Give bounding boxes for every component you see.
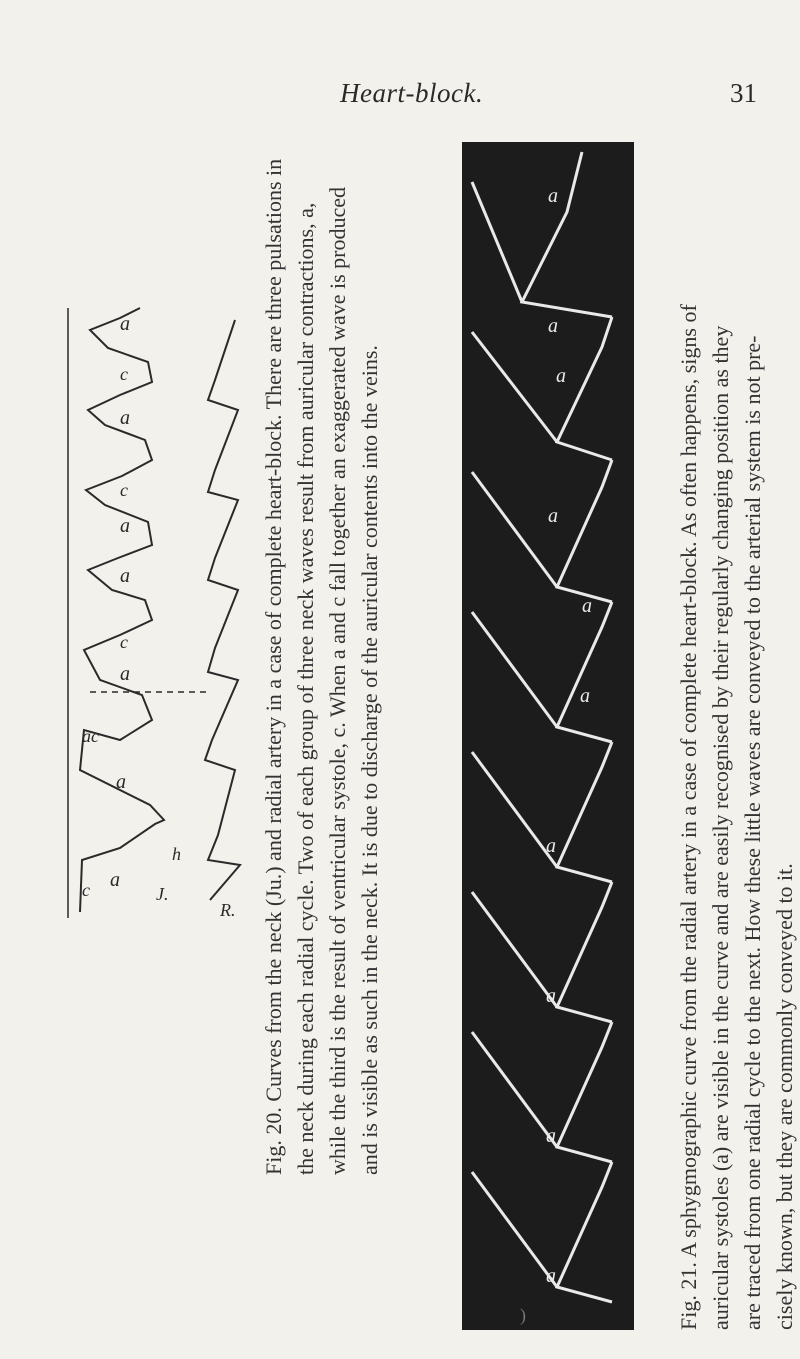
page-number: 31 [730, 78, 757, 108]
fig21-caption-line-2: auricular systoles (a) are visible in the curve and are easily recognised by their regularly changing position as they [708, 325, 733, 1330]
fig21-caption-line-1: Fig. 21. A sphygmographic curve from the radial artery in a case of complete heart-block. As often happens, signs of [676, 304, 701, 1330]
label-a-3: a [120, 663, 130, 685]
label-c-2: c [120, 632, 128, 652]
figure-20-tracing [60, 300, 250, 920]
label-c-1: c [82, 880, 90, 900]
label-a-7: a [120, 313, 130, 335]
fig20-caption-line-1: Fig. 20. Curves from the neck (Ju.) and radial artery in a case of complete heart-block. There are three pulsations in [261, 158, 286, 1175]
figure-20-caption [258, 115, 386, 1175]
label-a-4: a [120, 565, 130, 587]
label-a-1: a [110, 869, 120, 891]
label-c-3: c [120, 480, 128, 500]
label-a-6: a [120, 407, 130, 429]
label-c-4: c [120, 364, 128, 384]
radial-tracing [205, 320, 240, 900]
figure-21-sphygmogram [462, 142, 634, 1330]
trace-label-a-10: a [546, 1265, 556, 1287]
trace-label-a-6: a [580, 685, 590, 707]
trace-label-a-1: a [548, 185, 558, 207]
running-title: Heart-block. [340, 78, 484, 108]
fig20-caption-line-4: and is visible as such in the neck. It is due to discharge of the auricular contents into the veins. [357, 345, 382, 1175]
trace-label-a-4: a [548, 505, 558, 527]
fig21-caption-line-4: cisely known, but they are commonly conveyed to it. [772, 863, 797, 1330]
fig21-caption-line-3: are traced from one radial cycle to the next. How these little waves are conveyed to the arterial system is not pre- [740, 335, 765, 1330]
trace-label-a-5: a [582, 595, 592, 617]
trace-label-a-7: a [546, 835, 556, 857]
stray-mark: ) [520, 1305, 526, 1325]
figure-21-caption [673, 110, 800, 1330]
trace-label-a-2: a [548, 315, 558, 337]
label-jug: J. [156, 884, 169, 904]
fig20-caption-line-3: while the third is the result of ventricular systole, c. When a and c fall together an exaggerated wave is produced [325, 186, 350, 1175]
fig20-caption-line-2: the neck during each radial cycle. Two of each group of three neck waves result from auricular contractions, a, [293, 202, 318, 1175]
label-rad: R. [220, 900, 236, 920]
trace-label-a-9: a [546, 1125, 556, 1147]
trace-label-a-8: a [546, 985, 556, 1007]
jugular-tracing [80, 308, 164, 912]
label-h: h [172, 844, 181, 864]
label-a-5: a [120, 515, 130, 537]
label-ac: ac [82, 726, 99, 746]
trace-label-a-3: a [556, 365, 566, 387]
label-a-2: a [116, 771, 126, 793]
